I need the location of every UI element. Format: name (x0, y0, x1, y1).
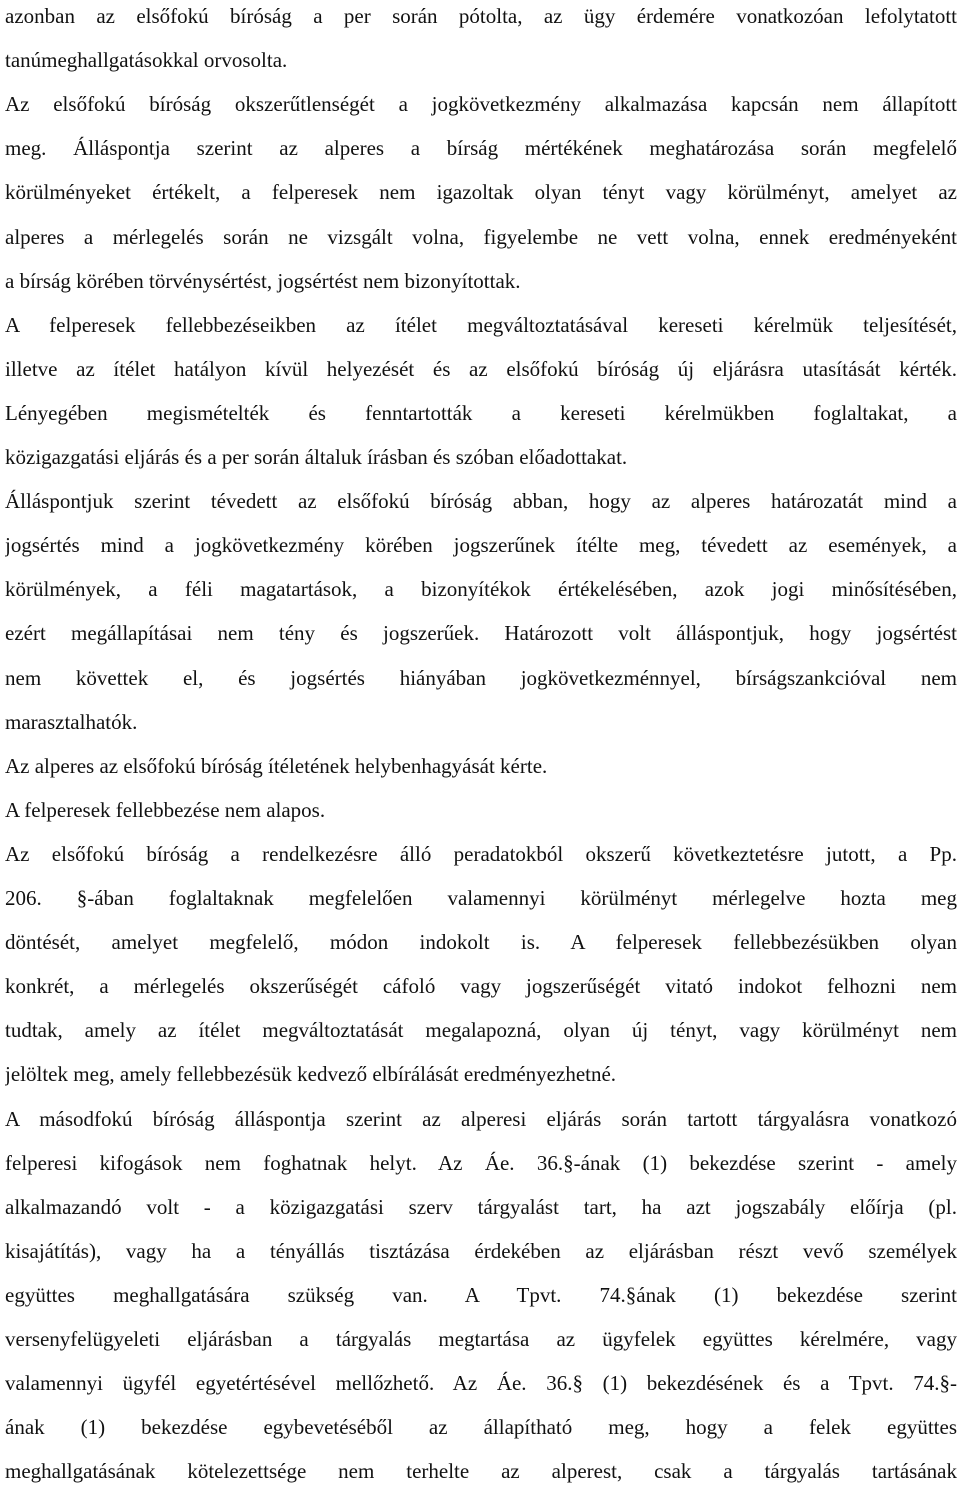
text-line: A másodfokú bíróság álláspontja szerint az alperesi eljárás során tartott tárgyalásra vonatkozó (5, 1106, 957, 1131)
text-line: meghallgatásának kötelezettsége nem terhelte az alperest, csak a tárgyalás tartásának (5, 1459, 957, 1484)
text-line: nem követtek el, és jogsértés hiányában jogkövetkezménnyel, bírságszankcióval nem (5, 665, 957, 690)
text-line: marasztalhatók. (5, 709, 138, 734)
text-line: tudtak, amely az ítélet megváltoztatását megalapozná, olyan új tényt, vagy körülményt nem (5, 1018, 957, 1043)
text-line: együttes meghallgatására szükség van. A Tpvt. 74.§ának (1) bekezdése szerint (5, 1282, 957, 1307)
text-line: körülmények, a féli magatartások, a bizonyítékok értékelésében, azok jogi minősítésében, (5, 577, 957, 602)
text-line: A felperesek fellebbezéseikben az ítélet megváltoztatásával kereseti kérelmük teljesítését, (5, 312, 957, 337)
text-line: jelöltek meg, amely fellebbezésük kedvező elbírálását eredményezhetné. (5, 1062, 617, 1087)
text-line: A felperesek fellebbezése nem alapos. (5, 797, 326, 822)
text-line: 206. §-ában foglaltaknak megfelelően valamennyi körülményt mérlegelve hozta meg (5, 886, 957, 910)
text-line: a bírság körében törvénysértést, jogsértést nem bizonyítottak. (5, 268, 521, 293)
text-line: közigazgatási eljárás és a per során általuk írásban és szóban előadottakat. (5, 445, 628, 469)
text-line: valamennyi ügyfél egyetértésével mellőzhető. Az Áe. 36.§ (1) bekezdésének és a Tpvt. 74.§- (5, 1371, 957, 1396)
text-line: döntését, amelyet megfelelő, módon indokolt is. A felperesek fellebbezésükben olyan (5, 930, 957, 955)
text-line: Álláspontjuk szerint tévedett az elsőfokú bíróság abban, hogy az alperes határozatát mind a (5, 489, 957, 514)
text-line: Lényegében megismételték és fenntartották a kereseti kérelmükben foglaltakat, a (5, 400, 957, 425)
text-line: Az elsőfokú bíróság a rendelkezésre álló peradatokból okszerű következtetésre jutott, a Pp. (5, 841, 957, 866)
text-line: felperesi kifogások nem foghatnak helyt. Az Áe. 36.§-ának (1) bekezdése szerint - amely (5, 1150, 957, 1175)
text-line: alperes a mérlegelés során ne vizsgált volna, figyelembe ne vett volna, ennek eredményeként (5, 224, 957, 249)
text-line: konkrét, a mérlegelés okszerűségét cáfoló vagy jogszerűségét vitató indokot felhozni nem (5, 974, 957, 999)
text-line: Az elsőfokú bíróság okszerűtlenségét a jogkövetkezmény alkalmazása kapcsán nem állapított (5, 92, 957, 117)
text-line: jogsértés mind a jogkövetkezmény körében jogszerűnek ítélte meg, tévedett az események, a (5, 533, 957, 558)
text-line: illetve az ítélet hatályon kívül helyezését és az elsőfokú bíróság új eljárásra utasítását kérték. (5, 356, 957, 381)
text-line: ezért megállapításai nem tény és jogszerűek. Határozott volt álláspontjuk, hogy jogsértést (5, 621, 957, 646)
text-line: kisajátítás), vagy ha a tényállás tisztázása érdekében az eljárásban részt vevő személyek (5, 1238, 957, 1263)
text-line: tanúmeghallgatásokkal orvosolta. (5, 48, 288, 73)
text-line: versenyfelügyeleti eljárásban a tárgyalás megtartása az ügyfelek együttes kérelmére, vagy (5, 1327, 957, 1351)
text-line: alkalmazandó volt - a közigazgatási szerv tárgyalást tart, ha azt jogszabály előírja (pl. (5, 1194, 957, 1219)
text-line: körülményeket értékelt, a felperesek nem igazoltak olyan tényt vagy körülményt, amelyet az (5, 180, 957, 205)
text-line: meg. Álláspontja szerint az alperes a bírság mértékének meghatározása során megfelelő (5, 136, 957, 161)
text-line: Az alperes az elsőfokú bíróság ítéletének helybenhagyását kérte. (5, 753, 548, 778)
text-line: azonban az elsőfokú bíróság a per során pótolta, az ügy érdemére vonatkozóan lefolytatott (5, 4, 957, 28)
text-line: ának (1) bekezdése egybevetéséből az állapítható meg, hogy a felek együttes (5, 1415, 957, 1440)
